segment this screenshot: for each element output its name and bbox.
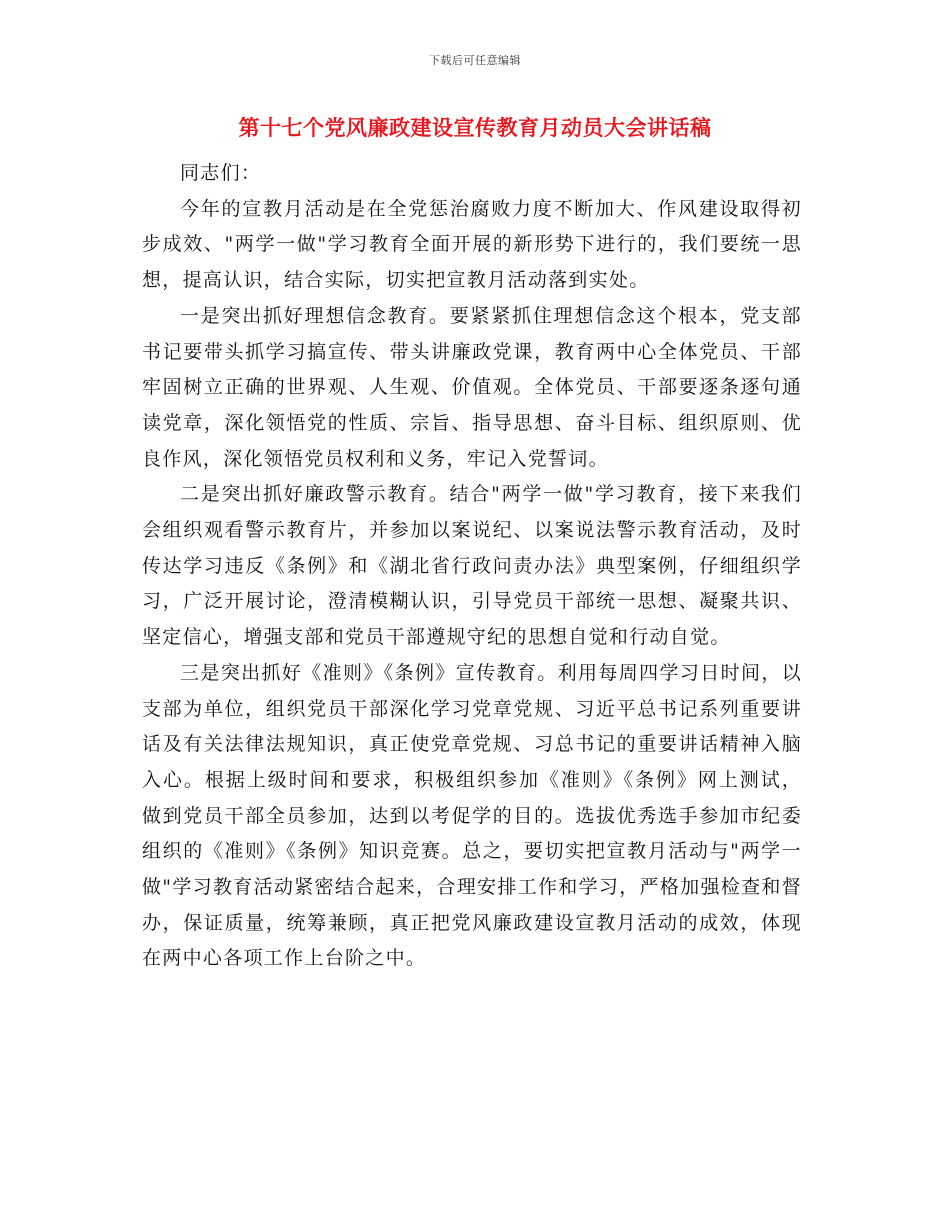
salutation: 同志们： xyxy=(180,162,262,184)
header-note: 下载后可任意编辑 xyxy=(429,54,521,67)
document-body xyxy=(142,156,802,977)
document-title: 第十七个党风廉政建设宣传教育月动员大会讲话稿 xyxy=(238,115,712,140)
paragraph-point-one: 一是突出抓好理想信念教育。要紧紧抓住理想信念这个根本，党支部书记要带头抓学习搞宣传、带头讲廉政党课，教育两中心全体党员、干部牢固树立正确的世界观、人生观、价值观。全体党员、干部要逐条逐句通读党章，深化领悟党的性质、宗旨、指导思想、奋斗目标、组织原则、优良作风，深化领悟党员权利和义务，牢记入党誓词。 xyxy=(142,304,802,470)
paragraph-point-three: 三是突出抓好《准则》《条例》宣传教育。利用每周四学习日时间，以支部为单位，组织党员干部深化学习党章党规、习近平总书记系列重要讲话及有关法律法规知识，真正使党章党规、习总书记的重要讲话精神入脑入心。根据上级时间和要求，积极组织参加《准则》《条例》网上测试，做到党员干部全员参加，达到以考促学的目的。选拔优秀选手参加市纪委组织的《准则》《条例》知识竞赛。总之，要切实把宣教月活动与"两学一做"学习教育活动紧密结合起来，合理安排工作和学习，严格加强检查和督办，保证质量，统筹兼顾，真正把党风廉政建设宣教月活动的成效，体现在两中心各项工作上台阶之中。 xyxy=(142,661,802,970)
paragraph-point-two: 二是突出抓好廉政警示教育。结合"两学一做"学习教育，接下来我们会组织观看警示教育片，并参加以案说纪、以案说法警示教育活动，及时传达学习违反《条例》和《湖北省行政问责办法》典型案例，仔细组织学习，广泛开展讨论，澄清模糊认识，引导党员干部统一思想、凝聚共识、坚定信心，增强支部和党员干部遵规守纪的思想自觉和行动自觉。 xyxy=(142,483,802,649)
paragraph-intro: 今年的宣教月活动是在全党惩治腐败力度不断加大、作风建设取得初步成效、"两学一做"学习教育全面开展的新形势下进行的，我们要统一思想，提高认识，结合实际，切实把宣教月活动落到实处。 xyxy=(142,197,802,292)
